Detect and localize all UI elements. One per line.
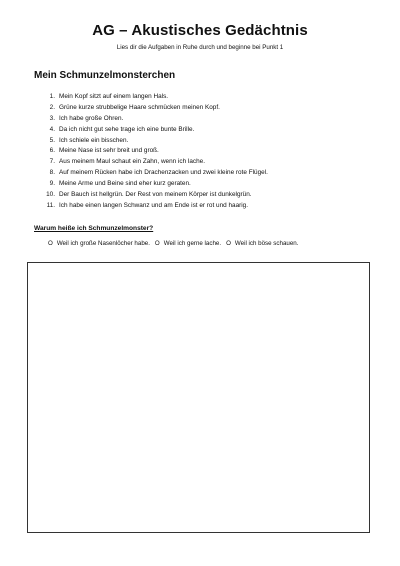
list-item-text: Aus meinem Maul schaut ein Zahn, wenn ich lache.	[59, 158, 205, 166]
answer-option-boese[interactable]	[226, 240, 298, 247]
drawing-area[interactable]	[27, 262, 370, 533]
list-item	[42, 125, 268, 136]
list-item-text: Ich habe einen langen Schwanz und am Ende ist er rot und haarig.	[59, 201, 249, 209]
list-item-text: Auf meinem Rücken habe ich Drachenzacken und zwei kleine rote Flügel.	[59, 169, 268, 177]
list-item-text: Ich schiele ein bisschen.	[59, 136, 129, 144]
list-item	[42, 168, 268, 179]
list-item-number: 6.	[49, 147, 55, 155]
answer-option-label: Weil ich böse schauen.	[234, 240, 299, 247]
answer-options	[48, 240, 303, 247]
section-heading: Mein Schmunzelmonsterchen	[34, 70, 176, 81]
list-item	[42, 157, 268, 168]
list-item-number: 10.	[46, 191, 55, 199]
list-item-number: 8.	[49, 169, 55, 177]
statement-list	[42, 92, 268, 212]
answer-option-lache[interactable]	[155, 240, 221, 247]
list-item-number: 3.	[49, 114, 55, 122]
list-item-number: 5.	[49, 136, 55, 144]
list-item	[42, 179, 268, 190]
list-item	[42, 92, 268, 103]
list-item-text: Meine Nase ist sehr breit und groß.	[59, 147, 159, 155]
list-item-number: 4.	[49, 125, 55, 133]
list-item	[42, 114, 268, 125]
question-heading: Warum heiße ich Schmunzelmonster?	[34, 225, 154, 232]
list-item	[42, 103, 268, 114]
answer-option-nasenloecher[interactable]	[48, 240, 150, 247]
list-item-text: Grüne kurze strubbelige Haare schmücken meinen Kopf.	[59, 103, 220, 111]
list-item	[42, 146, 268, 157]
page-title: AG – Akustisches Gedächtnis	[92, 22, 308, 39]
option-circle-icon[interactable]: O	[48, 240, 53, 247]
list-item-text: Mein Kopf sitzt auf einem langen Hals.	[59, 93, 169, 100]
list-item-number: 9.	[49, 180, 55, 188]
list-item-number: 2.	[49, 103, 55, 111]
list-item	[42, 201, 268, 212]
list-item	[42, 190, 268, 201]
page-subtitle: Lies dir die Aufgaben in Ruhe durch und beginne bei Punkt 1	[116, 44, 284, 51]
list-item-number: 7.	[49, 158, 55, 166]
option-circle-icon[interactable]: O	[226, 240, 231, 247]
list-item-text: Meine Arme und Beine sind eher kurz geraten.	[59, 180, 191, 188]
list-item-text: Der Bauch ist hellgrün. Der Rest von meinem Körper ist dunkelgrün.	[59, 191, 252, 199]
list-item-text: Ich habe große Ohren.	[59, 114, 124, 122]
list-item-number: 1.	[49, 93, 55, 100]
list-item-text: Da ich nicht gut sehe trage ich eine bunte Brille.	[59, 125, 195, 133]
list-item	[42, 136, 268, 147]
option-circle-icon[interactable]: O	[154, 240, 160, 247]
answer-option-label: Weil ich große Nasenlöcher habe.	[56, 240, 150, 247]
answer-option-label: Weil ich gerne lache.	[163, 240, 222, 247]
list-item-number: 11.	[46, 201, 55, 209]
